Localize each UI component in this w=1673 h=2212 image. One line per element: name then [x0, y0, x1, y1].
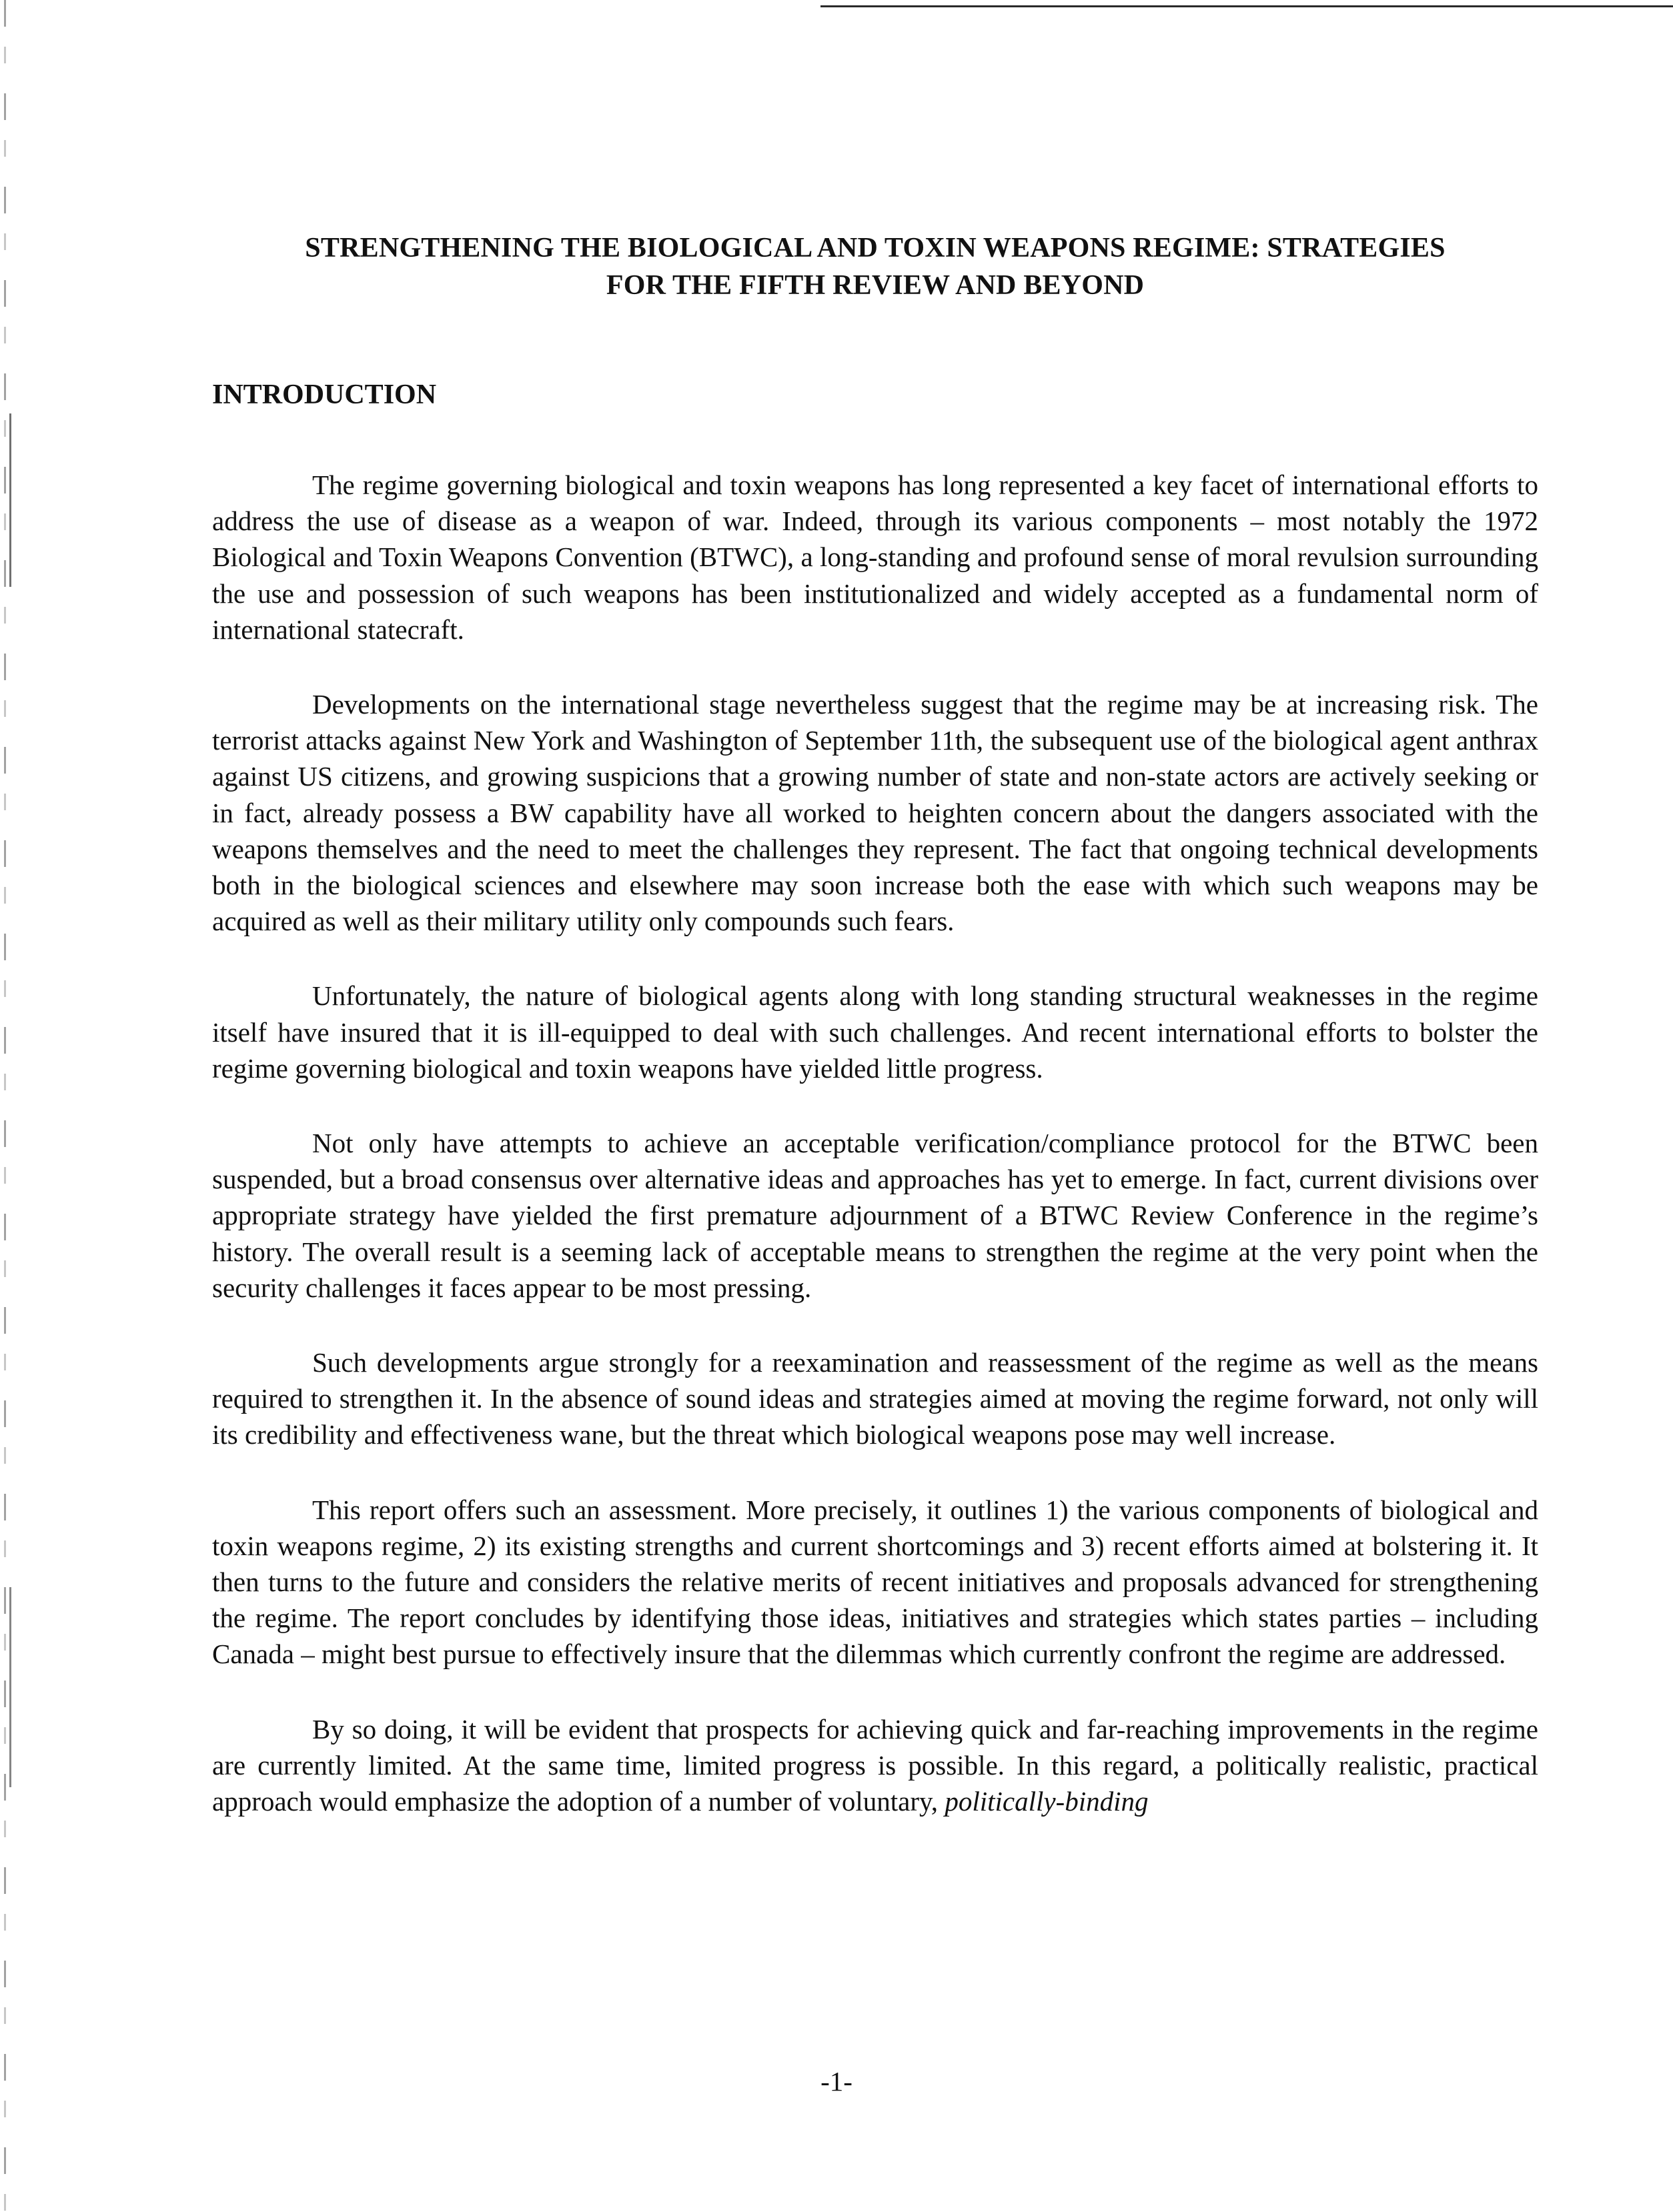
paragraph-7-italic-text: politically-binding: [945, 1786, 1149, 1817]
scan-left-edge: [4, 0, 6, 2212]
paragraph-4: Not only have attempts to achieve an acceptable verification/compliance protocol for the BTWC been suspended, but a broad consensus over alternative ideas and approaches has yet to emerge. In fact, current divisions over appropriate strategy have yielded the first premature adjournment of a BTWC Review Conference in the regime’s history. The overall result is a seeming lack of acceptable means to strengthen the regime at the very point when the security challenges it faces appear to be most pressing.: [212, 1128, 1538, 1303]
title-line-1: STRENGTHENING THE BIOLOGICAL AND TOXIN WEAPONS REGIME: STRATEGIES: [305, 233, 1446, 263]
paragraph-7: [212, 1711, 1538, 1820]
paragraph-7-text: By so doing, it will be evident that prospects for achieving quick and far-reaching improvements in the regime are currently limited. At the same time, limited progress is possible. In this regard, a politically realistic, practical approach would emphasize the adoption of a number of voluntary,: [212, 1713, 1538, 1817]
document-title: [212, 229, 1538, 304]
title-line-2: FOR THE FIFTH REVIEW AND BEYOND: [606, 270, 1145, 301]
scan-left-edge-mark: [9, 413, 11, 587]
document-body: [212, 229, 1538, 1819]
paragraph-1: The regime governing biological and toxin weapons has long represented a key facet of international efforts to address the use of disease as a weapon of war. Indeed, through its various components – most notably the 1972 Biological and Toxin Weapons Convention (BTWC), a long-standing and profound sense of moral revulsion surrounding the use and possession of such weapons has been institutionalized and widely accepted as a fundamental norm of international statecraft.: [212, 469, 1538, 645]
scan-left-edge-mark: [9, 1587, 11, 1787]
page-number: -1-: [820, 2066, 853, 2097]
paragraph-3: Unfortunately, the nature of biological agents along with long standing structural weaknesses in the regime itself have insured that it is ill-equipped to deal with such challenges. And recent international efforts to bolster the regime governing biological and toxin weapons have yielded little progress.: [212, 980, 1538, 1084]
paragraph-6: This report offers such an assessment. More precisely, it outlines 1) the various components of biological and toxin weapons regime, 2) its existing strengths and current shortcomings and 3) recent efforts aimed at bolstering it. It then turns to the future and considers the relative merits of recent initiatives and proposals advanced for strengthening the regime. The report concludes by identifying those ideas, initiatives and strategies which states parties – including Canada – might best pursue to effectively insure that the dilemmas which currently confront the regime are addressed.: [212, 1494, 1538, 1670]
paragraph-2: Developments on the international stage nevertheless suggest that the regime may be at increasing risk. The terrorist attacks against New York and Washington of September 11th, the subsequent use of the biological agent anthrax against US citizens, and growing suspicions that a growing number of state and non-state actors are actively seeking or in fact, already possess a BW capability have all worked to heighten concern about the dangers associated with the weapons themselves and the need to meet the challenges they represent. The fact that ongoing technical developments both in the biological sciences and elsewhere may soon increase both the ease with which such weapons may be acquired as well as their military utility only compounds such fears.: [212, 689, 1538, 937]
paragraph-5: Such developments argue strongly for a reexamination and reassessment of the regime as well as the means required to strengthen it. In the absence of sound ideas and strategies aimed at moving the regime forward, not only will its credibility and effectiveness wane, but the threat which biological weapons pose may well increase.: [212, 1347, 1538, 1450]
scan-top-rule: [820, 5, 1673, 7]
section-heading: INTRODUCTION: [212, 379, 437, 410]
